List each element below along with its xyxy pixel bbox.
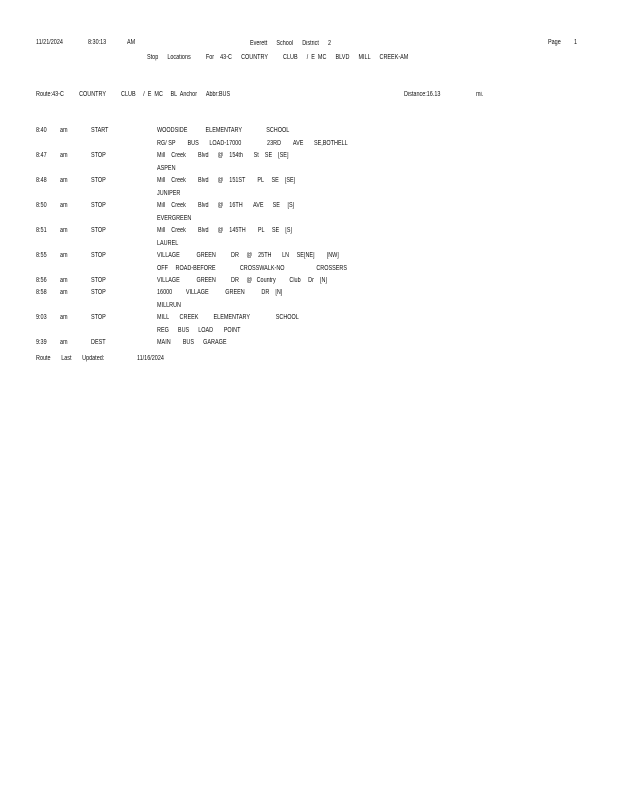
stop-location-line: 16000 VILLAGE GREEN DR [N] xyxy=(157,289,283,296)
stop-time: 9:39 xyxy=(36,339,47,346)
stop-location-line: MILLRUN xyxy=(157,301,181,309)
route-line: Route:43-C COUNTRY CLUB / E MC BL Anchor Abbr:BUS xyxy=(36,91,231,98)
stop-time: 8:47 xyxy=(36,152,47,159)
stop-location-line: VILLAGE GREEN DR @ 25TH LN SE[NE] [NW] xyxy=(157,252,339,259)
report-title: Everett School District 2 xyxy=(250,40,332,47)
page-number: 1 xyxy=(574,39,578,46)
stop-location-line: OFF ROAD-BEFORE CROSSWALK-NO CROSSERS xyxy=(157,264,348,272)
stop-ampm: am xyxy=(60,277,68,284)
stop-location-line: Mill Creek Blvd @ 16TH AVE SE [S] xyxy=(157,202,295,209)
stop-type: START xyxy=(91,127,109,134)
stop-type: STOP xyxy=(91,202,106,209)
stop-type: STOP xyxy=(91,277,106,284)
stop-ampm: am xyxy=(60,339,68,346)
report-subtitle: Stop Locations For 43-C COUNTRY CLUB / E MC BLVD MILL CREEK-AM xyxy=(147,54,409,61)
stop-ampm: am xyxy=(60,152,68,159)
stop-time: 8:58 xyxy=(36,289,47,296)
stop-type: STOP xyxy=(91,314,106,321)
stop-time: 8:40 xyxy=(36,127,47,134)
page-label: Page xyxy=(548,39,561,46)
stop-location-line: Mill Creek Blvd @ 154th St SE [SE] xyxy=(157,152,289,159)
stop-location-line: Mill Creek Blvd @ 151ST PL SE [SE] xyxy=(157,177,296,184)
stop-location-line: VILLAGE GREEN DR @ Country Club Dr [N] xyxy=(157,277,327,284)
stop-ampm: am xyxy=(60,289,68,296)
stop-time: 8:51 xyxy=(36,227,47,234)
stop-type: STOP xyxy=(91,152,106,159)
report-time: 8:30:13 xyxy=(88,39,107,46)
footer-date: 11/16/2024 xyxy=(137,355,164,362)
stop-location-line: RG/ SP BUS LOAD-17000 23RD AVE SE,BOTHELL xyxy=(157,139,348,147)
stop-type: STOP xyxy=(91,252,106,259)
stop-location-line: REG BUS LOAD POINT xyxy=(157,326,241,334)
stop-location-line: EVERGREEN xyxy=(157,214,192,222)
stop-time: 8:56 xyxy=(36,277,47,284)
stop-ampm: am xyxy=(60,127,68,134)
stop-type: STOP xyxy=(91,227,106,234)
stop-ampm: am xyxy=(60,177,68,184)
stop-ampm: am xyxy=(60,227,68,234)
stop-time: 8:55 xyxy=(36,252,47,259)
report-date: 11/21/2024 xyxy=(36,39,63,46)
stop-type: STOP xyxy=(91,177,106,184)
stop-location-line: WOODSIDE ELEMENTARY SCHOOL xyxy=(157,127,290,134)
stop-location-line: MAIN BUS GARAGE xyxy=(157,339,227,346)
stop-type: STOP xyxy=(91,289,106,296)
stop-ampm: am xyxy=(60,202,68,209)
route-distance: Distance:16.13 xyxy=(404,91,441,98)
stop-location-line: Mill Creek Blvd @ 145TH PL SE [S] xyxy=(157,227,292,234)
stop-ampm: am xyxy=(60,252,68,259)
stop-location-line: LAUREL xyxy=(157,239,179,247)
stop-time: 8:48 xyxy=(36,177,47,184)
footer-label: Route Last Updated: xyxy=(36,355,105,362)
stop-time: 9:03 xyxy=(36,314,47,321)
distance-unit: mi. xyxy=(476,91,484,98)
stop-type: DEST xyxy=(91,339,106,346)
report-ampm: AM xyxy=(127,39,136,46)
stop-location-line: JUNIPER xyxy=(157,189,181,197)
stop-time: 8:50 xyxy=(36,202,47,209)
stop-location-line: MILL CREEK ELEMENTARY SCHOOL xyxy=(157,314,299,321)
stop-ampm: am xyxy=(60,314,68,321)
stop-location-line: ASPEN xyxy=(157,164,176,172)
